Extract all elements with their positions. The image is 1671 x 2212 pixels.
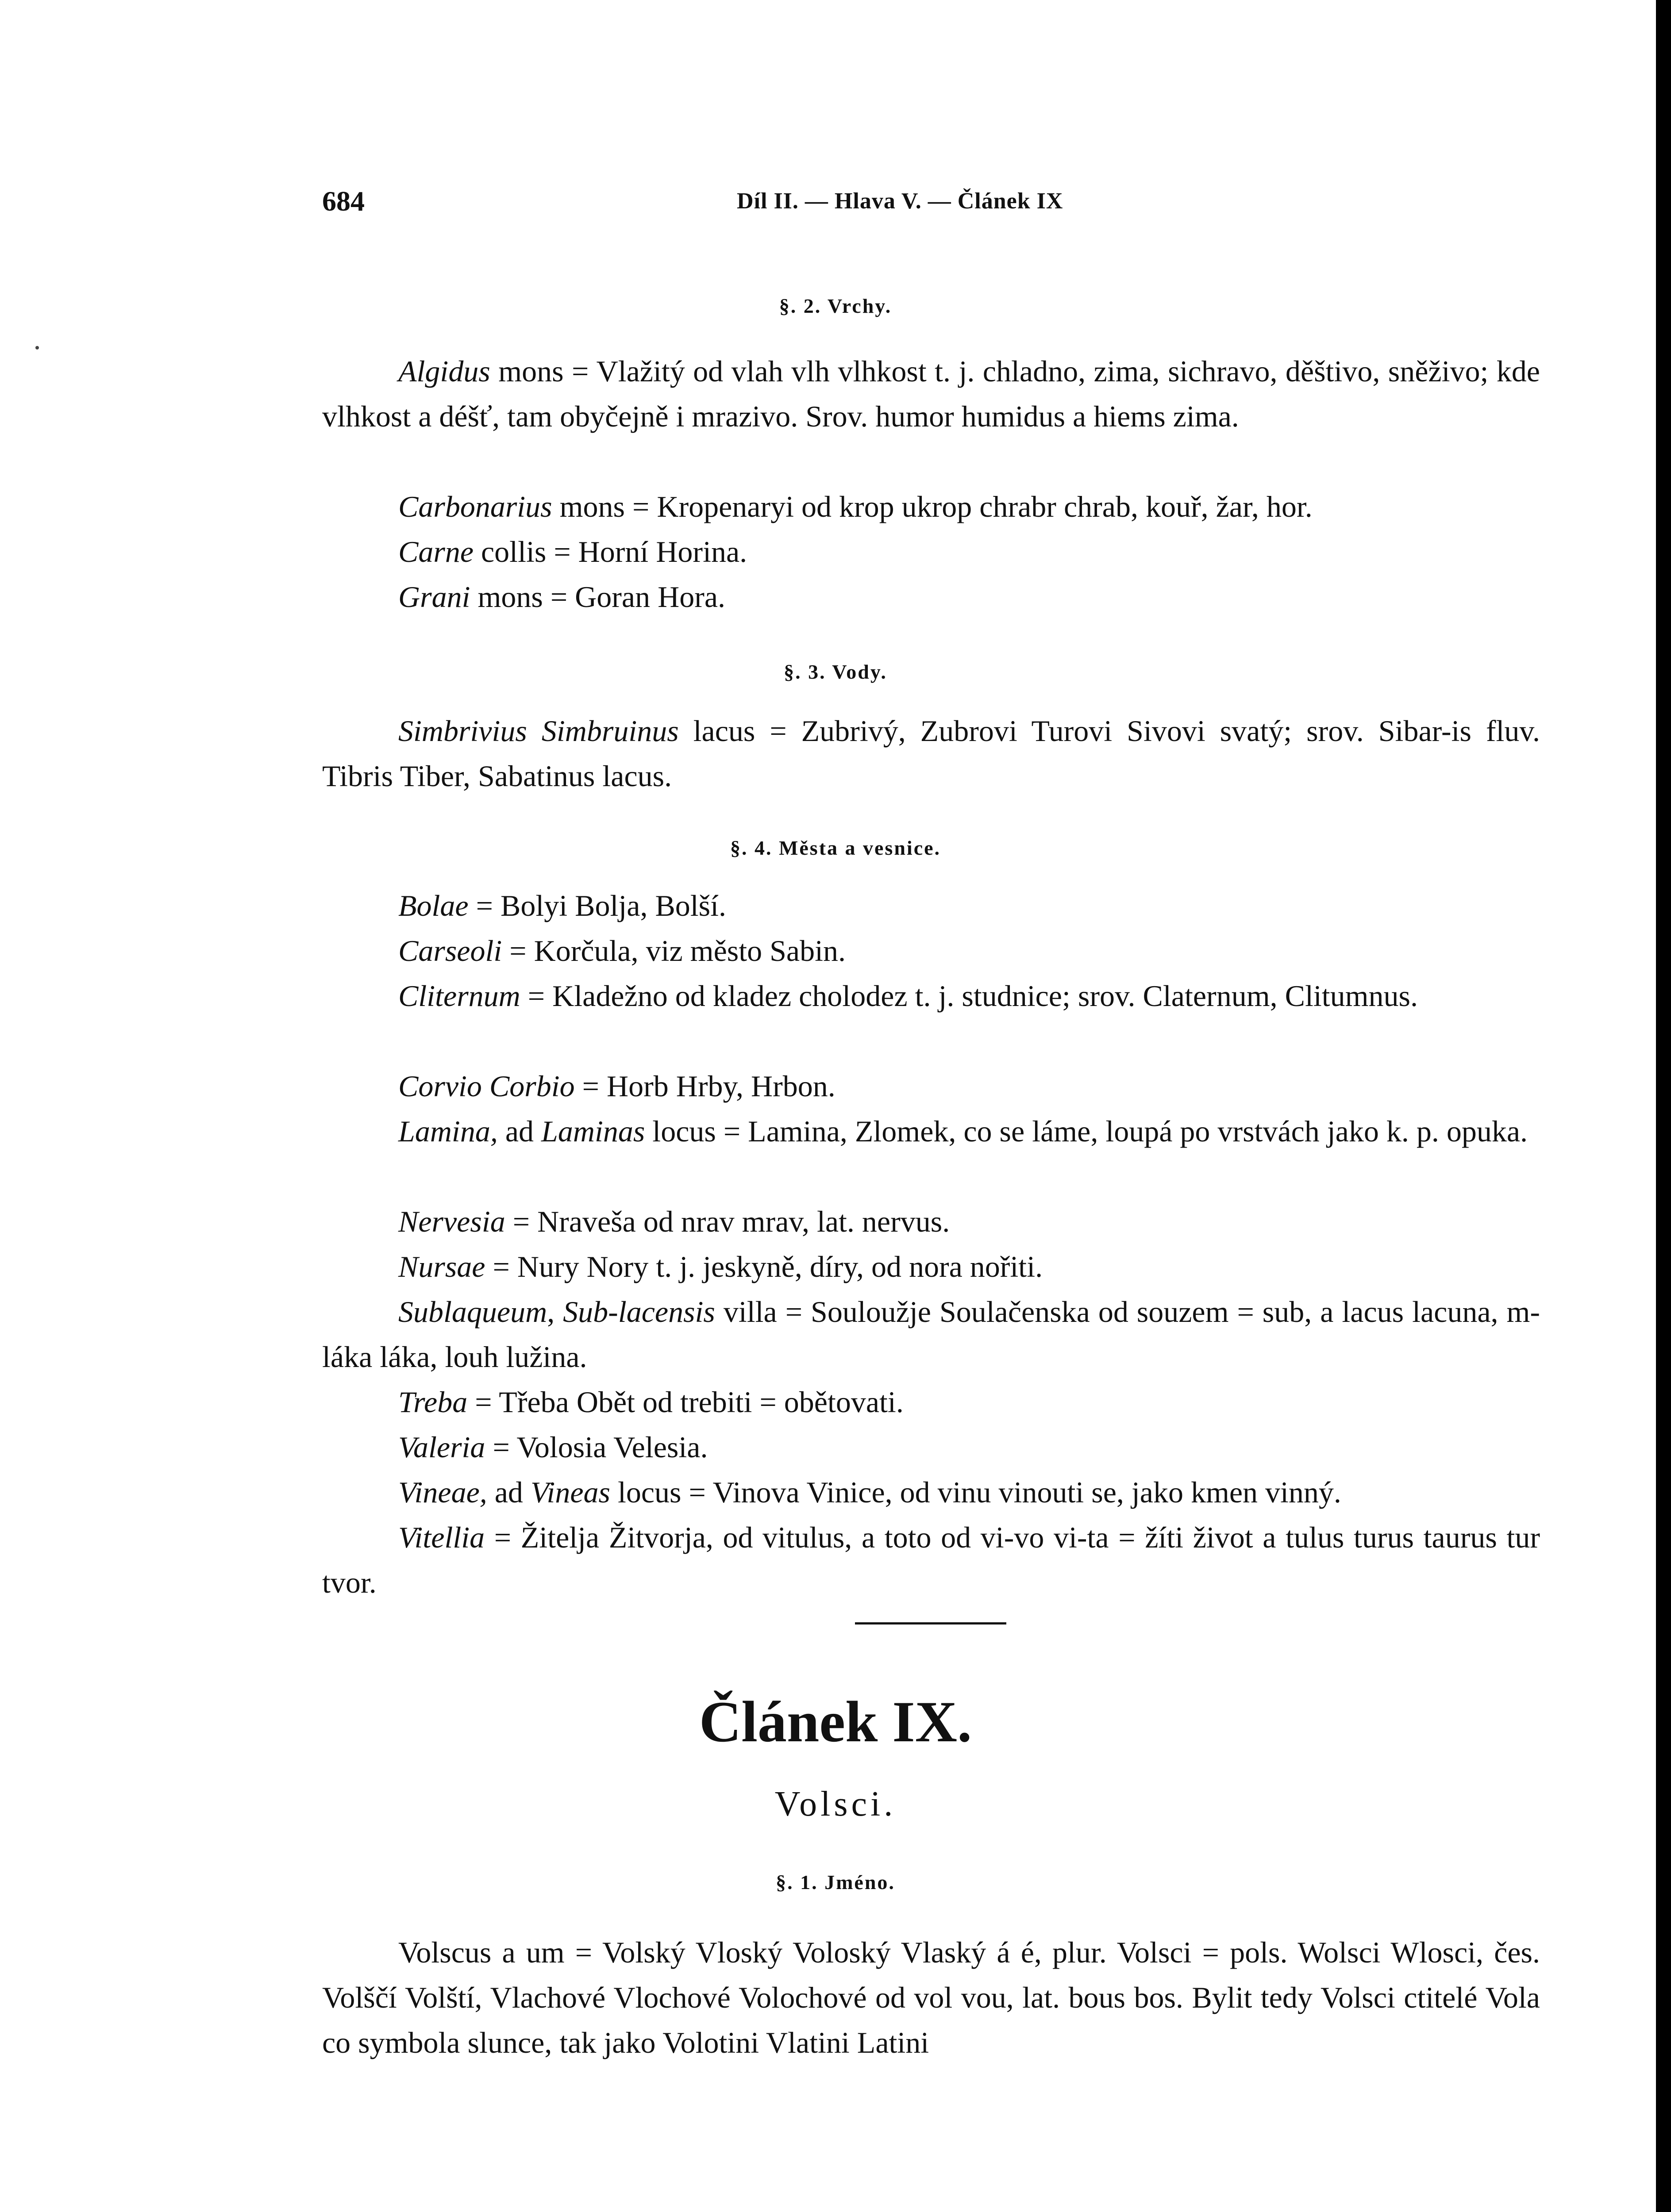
entry-text: = Kladežno od kladez cholodez t. j. studnice; srov. Claternum, Clitumnus. — [520, 979, 1418, 1013]
entry-simbrivius — [322, 708, 1540, 799]
entry-lemma: Nervesia — [398, 1205, 505, 1238]
entry-grani — [322, 574, 1540, 619]
entry-nervesia — [322, 1199, 1540, 1244]
entry-lemma: Treba — [398, 1385, 468, 1419]
entry-nursae — [322, 1244, 1540, 1289]
entry-carseoli — [322, 928, 1540, 973]
entry-lemma: Bolae — [398, 889, 469, 922]
entry-text: villa = Souloužje Soulačenska od souzem = sub, a lacus lacuna, m-láka láka, louh lužina. — [322, 1295, 1540, 1374]
entry-text: = Nraveša od nrav mrav, lat. nervus. — [505, 1205, 950, 1238]
entry-text: = Třeba Obět od trebiti = obětovati. — [467, 1385, 904, 1419]
entry-cliternum — [322, 973, 1540, 1018]
chapter-paragraph: Volscus a um = Volský Vloský Voloský Vlaský á é, plur. Volsci = pols. Wolsci Wlosci, čes. Volščí Volští, Vlachové Vlochové Volochové od vol vou, lat. bous bos. Bylit tedy Volsci ctitelé Vola co symbola slunce, tak jako Volotini Vlatini Latini — [322, 1936, 1540, 2059]
entry-lemma: Sublaqueum — [398, 1295, 547, 1329]
entry-lemma: Nursae — [398, 1250, 485, 1283]
entry-text: lacus = Zubrivý, Zubrovi Turovi Sivovi svatý; srov. Sibar-is fluv. Tibris Tiber, Sabatinus lacus. — [322, 714, 1540, 793]
entry-text: = Volosia Velesia. — [485, 1430, 708, 1464]
entry-lemma-2: Vineas — [530, 1475, 610, 1509]
section-divider-rule — [855, 1622, 1006, 1624]
entry-text: mons = Goran Hora. — [470, 580, 726, 614]
entry-lemma: Vineae, — [398, 1475, 487, 1509]
entry-text: locus = Vinova Vinice, od vinu vinouti se, jako kmen vinný. — [610, 1475, 1341, 1509]
chapter-title: Článek IX. — [699, 1689, 972, 1754]
entry-lemma: Carbonarius — [398, 490, 552, 523]
entry-lemma-2: Sub-lacensis — [563, 1295, 715, 1329]
section-heading-jmeno: §. 1. Jméno. — [776, 1871, 895, 1893]
entry-lemma-2: Laminas — [541, 1114, 645, 1148]
section-heading-mesta: §. 4. Města a vesnice. — [730, 837, 941, 859]
entry-text: = Korčula, viz město Sabin. — [502, 934, 846, 968]
entry-text: = Horb Hrby, Hrbon. — [574, 1069, 836, 1103]
entry-lemma: Corvio Corbio — [398, 1069, 575, 1103]
entry-treba — [322, 1379, 1540, 1425]
entry-lemma: Vitellia — [398, 1521, 485, 1554]
entry-connector: ad — [487, 1475, 531, 1509]
entry-text: mons = Vlažitý od vlah vlh vlhkost t. j. chladno, zima, sichravo, děštivo, sněživo; kde vlhkost a déšť, tam obyčejně i mrazivo. Srov. humor humidus a hiems zima. — [322, 354, 1540, 433]
page-number: 684 — [322, 185, 365, 217]
entry-text: locus = Lamina, Zlomek, co se láme, loupá po vrstvách jako k. p. opuka. — [645, 1114, 1528, 1148]
entry-text: mons = Kropenaryi od krop ukrop chrabr chrab, kouř, žar, hor. — [552, 490, 1313, 523]
entry-vineae — [322, 1470, 1540, 1515]
entry-sublaqueum — [322, 1289, 1540, 1379]
section-heading-vrchy: §. 2. Vrchy. — [779, 295, 892, 317]
entry-carbonarius — [322, 484, 1540, 529]
entry-lemma: Carseoli — [398, 934, 502, 968]
section-heading-vody: §. 3. Vody. — [784, 661, 887, 683]
entry-corvio — [322, 1064, 1540, 1109]
entry-carne — [322, 529, 1540, 574]
entry-lemma: Simbrivius Simbruinus — [398, 714, 679, 748]
running-head: Díl II. — Hlava V. — Článek IX — [737, 188, 1063, 214]
scan-speck — [35, 346, 39, 349]
entry-algidus — [322, 349, 1540, 439]
entry-lemma: Cliternum — [398, 979, 520, 1013]
entry-connector: ad — [497, 1114, 542, 1148]
entry-lemma: Valeria — [398, 1430, 485, 1464]
entry-bolae — [322, 883, 1540, 928]
entry-text: = Bolyi Bolja, Bolší. — [468, 889, 727, 922]
entry-text: = Nury Nory t. j. jeskyně, díry, od nora nořiti. — [485, 1250, 1043, 1283]
entry-valeria — [322, 1425, 1540, 1470]
entry-lemma: Lamina, — [398, 1114, 498, 1148]
entry-lemma: Algidus — [398, 354, 490, 388]
entry-lemma: Carne — [398, 535, 474, 568]
chapter-subtitle: Volsci. — [774, 1785, 897, 1824]
entry-connector: , — [547, 1295, 563, 1329]
entry-lamina — [322, 1109, 1540, 1154]
entry-lemma: Grani — [398, 580, 470, 614]
entry-text: = Žitelja Žitvorja, od vitulus, a toto od vi-vo vi-ta = žíti život a tulus turus taurus tur tvor. — [322, 1521, 1540, 1599]
entry-text: collis = Horní Horina. — [474, 535, 747, 568]
entry-vitellia — [322, 1515, 1540, 1605]
